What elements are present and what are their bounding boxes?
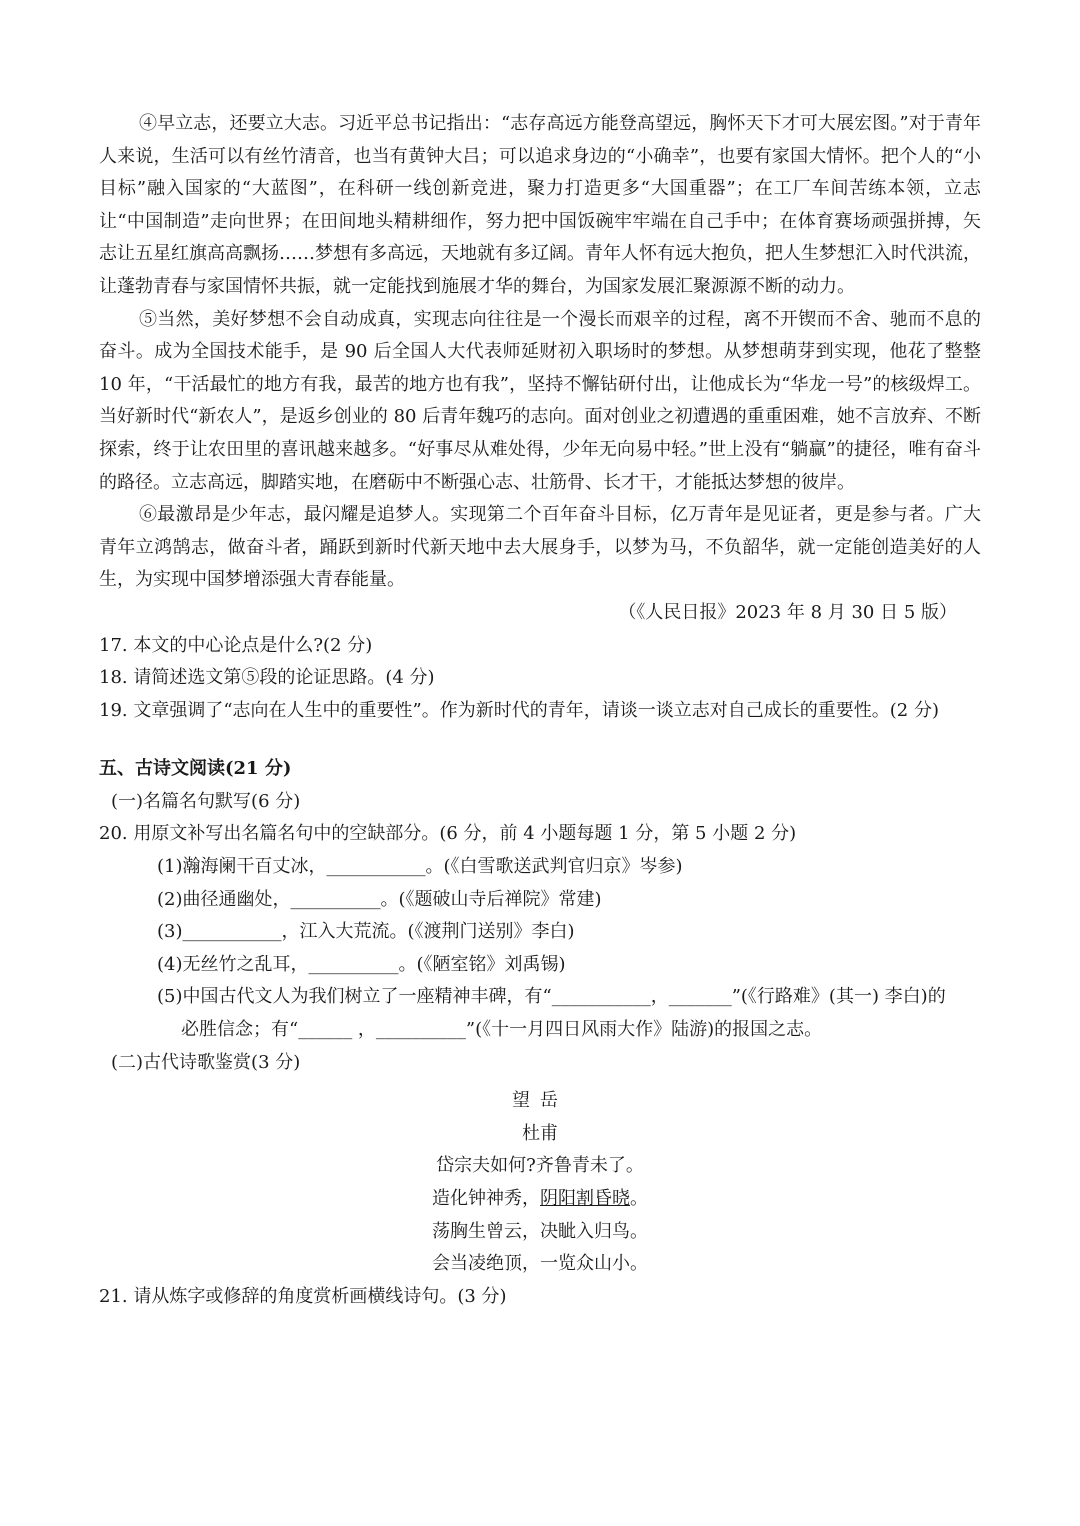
question-18: 18. 请简述选文第⑤段的论证思路。(4 分) [99, 667, 435, 689]
part-1-heading: (一)名篇名句默写(6 分) [111, 790, 301, 812]
question-20: 20. 用原文补写出名篇名句中的空缺部分。(6 分，前 4 小题每题 1 分，第 5 小题 2 分) [99, 823, 797, 845]
poem-line-2-part-c: 。 [630, 1188, 648, 1209]
poem-author: 杜甫 [522, 1122, 558, 1144]
poem-line-1: 岱宗夫如何?齐鲁青未了。 [436, 1155, 644, 1177]
exam-page [99, 108, 981, 1313]
fill-item-2: (2)曲径通幽处，__________。(《题破山寺后禅院》常建) [157, 888, 602, 910]
fill-item-3: (3)___________，江入大荒流。(《渡荆门送别》李白) [157, 921, 575, 943]
question-19: 19. 文章强调了“志向在人生中的重要性”。作为新时代的青年，请谈一谈立志对自己成长的重要性。(2 分) [99, 699, 939, 721]
fill-item-1: (1)瀚海阑干百丈冰，___________。(《白雪歌送武判官归京》岑参) [157, 856, 683, 878]
poem-line-2-part-a: 造化钟神秀， [432, 1188, 540, 1209]
poem-line-4: 会当凌绝顶，一览众山小。 [432, 1253, 648, 1275]
passage-paragraph-6: ⑥最激昂是少年志，最闪耀是追梦人。实现第二个百年奋斗目标，亿万青年是见证者，更是参与者。广大青年立鸿鹄志，做奋斗者，踊跃到新时代新天地中去大展身手，以梦为马，不负韶华，就一定能创造美好的人生，为实现中国梦增添强大青春能量。 [99, 504, 981, 591]
passage-source: （《人民日报》2023 年 8 月 30 日 5 版） [618, 601, 957, 623]
fill-item-5: (5)中国古代文人为我们树立了一座精神丰碑，有“___________，_______”(《行路难》(其一) 李白)的必胜信念；有“______ ，__________”(《十一月四日风雨大作》陆游)的报国之志。 [157, 986, 946, 1041]
poem-underlined-phrase: 阴阳割昏晓 [540, 1188, 630, 1209]
question-17: 17. 本文的中心论点是什么?(2 分) [99, 634, 373, 656]
poem-line-2 [99, 1183, 981, 1216]
section-title: 五、古诗文阅读(21 分) [99, 758, 292, 780]
part-2-heading: (二)古代诗歌鉴赏(3 分) [111, 1051, 301, 1073]
poem-title: 望岳 [512, 1090, 568, 1112]
passage-paragraph-4: ④早立志，还要立大志。习近平总书记指出：“志存高远方能登高望远，胸怀天下才可大展宏图。”对于青年人来说，生活可以有丝竹清音，也当有黄钟大吕；可以追求身边的“小确幸”，也要有家国大情怀。把个人的“小目标”融入国家的“大蓝图”，在科研一线创新竞进，聚力打造更多“大国重器”；在工厂车间苦练本领，立志让“中国制造”走向世界；在田间地头精耕细作，努力把中国饭碗牢牢端在自己手中；在体育赛场顽强拼搏，矢志让五星红旗高高飘扬……梦想有多高远，天地就有多辽阔。青年人怀有远大抱负，把人生梦想汇入时代洪流，让蓬勃青春与家国情怀共振，就一定能找到施展才华的舞台，为国家发展汇聚源源不断的动力。 [99, 113, 981, 297]
poem-line-3: 荡胸生曾云，决眦入归鸟。 [432, 1220, 648, 1242]
fill-item-4: (4)无丝竹之乱耳，__________。(《陋室铭》刘禹锡) [157, 953, 566, 975]
passage-paragraph-5: ⑤当然，美好梦想不会自动成真，实现志向往往是一个漫长而艰辛的过程，离不开锲而不舍、驰而不息的奋斗。成为全国技术能手，是 90 后全国人大代表师延财初入职场时的梦想。从梦想萌芽到实现，他花了整整 10 年，“干活最忙的地方有我，最苦的地方也有我”，坚持不懈钻研付出，让他成长为“华龙一号”的核级焊工。当好新时代“新农人”，是返乡创业的 80 后青年魏巧的志向。面对创业之初遭遇的重重困难，她不言放弃、不断探索，终于让农田里的喜讯越来越多。“好事尽从难处得，少年无向易中轻。”世上没有“躺赢”的捷径，唯有奋斗的路径。立志高远，脚踏实地，在磨砺中不断强心志、壮筋骨、长才干，才能抵达梦想的彼岸。 [99, 308, 981, 493]
question-21: 21. 请从炼字或修辞的角度赏析画横线诗句。(3 分) [99, 1285, 507, 1307]
poem [99, 1085, 981, 1281]
